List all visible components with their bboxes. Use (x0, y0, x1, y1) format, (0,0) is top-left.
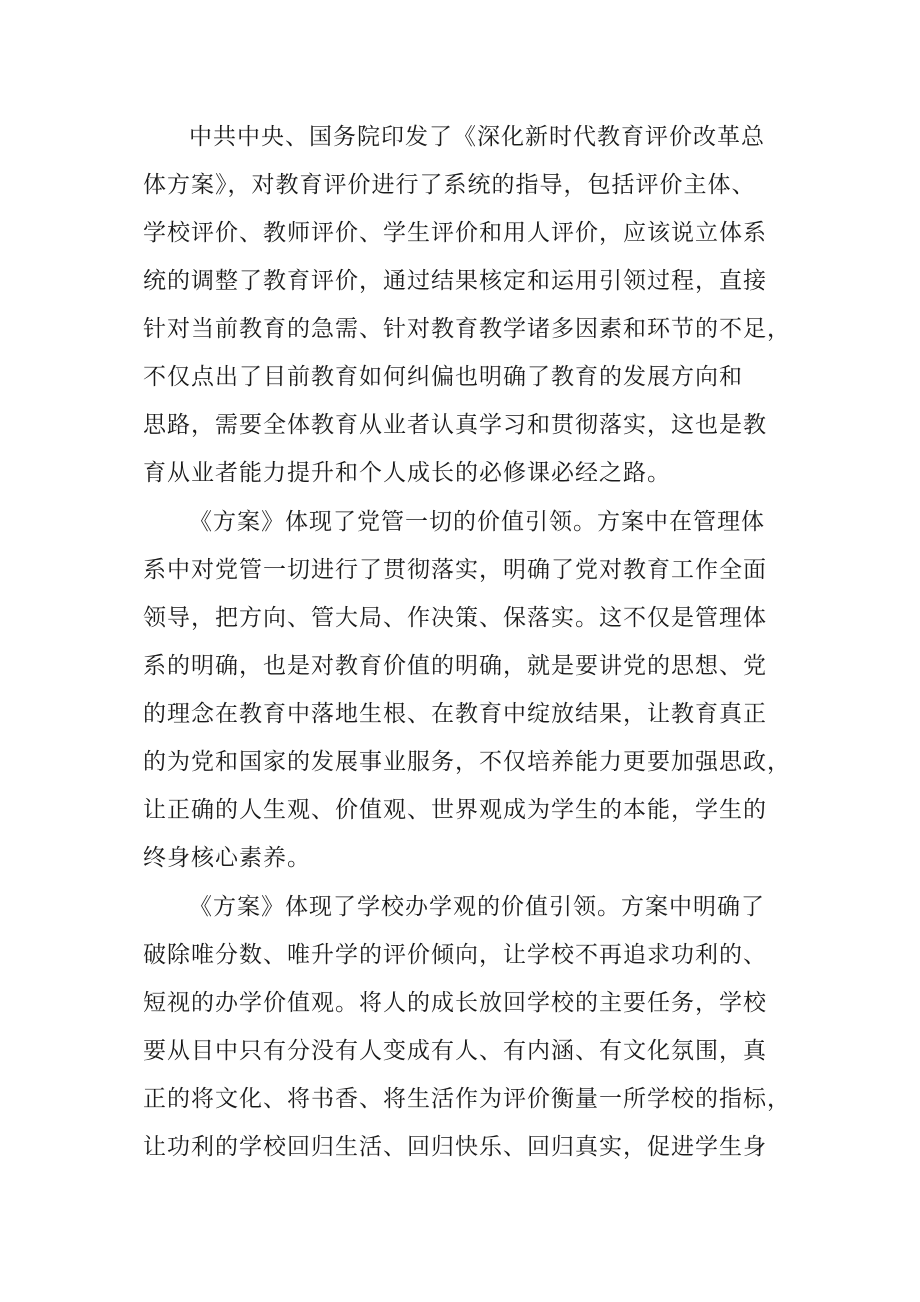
text-line: 体方案》，对教育评价进行了系统的指导，包括评价主体、 (143, 172, 756, 198)
paragraph-3 (143, 883, 791, 1171)
text-line: 系中对党管一切进行了贯彻落实，明确了党对教育工作全面 (143, 557, 767, 583)
text-line: 让正确的人生观、价值观、世界观成为学生的本能，学生的 (143, 797, 767, 823)
text-line: 的为党和国家的发展事业服务，不仅培养能力更要加强思政， (143, 749, 791, 775)
text-line: 的理念在教育中落地生根、在教育中绽放结果，让教育真正 (143, 701, 767, 727)
text-line: 《方案》体现了党管一切的价值引领。方案中在管理体 (189, 509, 765, 535)
text-line: 破除唯分数、唯升学的评价倾向，让学校不再追求功利的、 (143, 942, 767, 968)
text-line: 系的明确，也是对教育价值的明确，就是要讲党的思想、党 (143, 653, 767, 679)
text-line: 育从业者能力提升和个人成长的必修课必经之路。 (143, 460, 671, 486)
text-line: 要从目中只有分没有人变成有人、有内涵、有文化氛围，真 (143, 1038, 767, 1064)
text-line: 中共中央、国务院印发了《深化新时代教育评价改革总 (189, 124, 765, 150)
text-line: 让功利的学校回归生活、回归快乐、回归真实，促进学生身 (143, 1134, 767, 1160)
text-line: 终身核心素养。 (143, 845, 311, 871)
text-line: 针对当前教育的急需、针对教育教学诸多因素和环节的不足， (143, 316, 791, 342)
text-line: 学校评价、教师评价、学生评价和用人评价，应该说立体系 (143, 220, 767, 246)
paragraph-1 (143, 113, 791, 497)
text-line: 《方案》体现了学校办学观的价值引领。方案中明确了 (189, 894, 765, 920)
text-line: 领导，把方向、管大局、作决策、保落实。这不仅是管理体 (143, 605, 767, 631)
text-line: 统的调整了教育评价，通过结果核定和运用引领过程，直接 (143, 268, 767, 294)
text-line: 思路，需要全体教育从业者认真学习和贯彻落实，这也是教 (143, 412, 767, 438)
paragraph-2 (143, 498, 791, 882)
text-line: 正的将文化、将书香、将生活作为评价衡量一所学校的指标， (143, 1086, 791, 1112)
text-line: 短视的办学价值观。将人的成长放回学校的主要任务，学校 (143, 990, 767, 1016)
text-line: 不仅点出了目前教育如何纠偏也明确了教育的发展方向和 (143, 364, 743, 390)
